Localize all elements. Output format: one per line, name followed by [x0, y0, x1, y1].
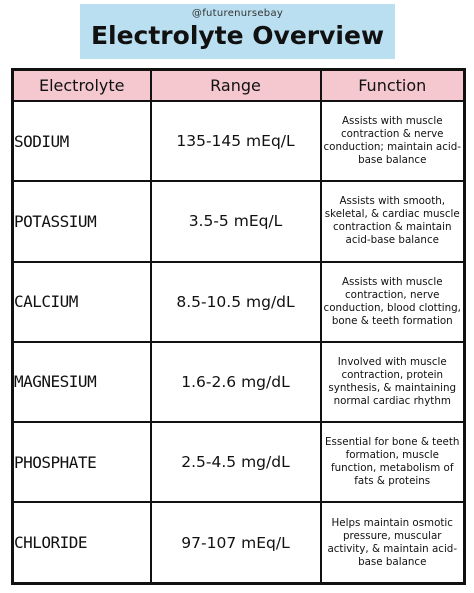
column-header-electrolyte: Electrolyte	[13, 70, 151, 102]
table-row	[13, 101, 465, 181]
electrolyte-range: 2.5-4.5 mg/dL	[151, 422, 321, 502]
table-row	[13, 262, 465, 342]
title-banner	[80, 4, 395, 59]
column-header-function: Function	[321, 70, 465, 102]
electrolyte-name: SODIUM	[13, 101, 151, 181]
electrolyte-name: CALCIUM	[13, 262, 151, 342]
page-title: Electrolyte Overview	[90, 21, 385, 50]
electrolyte-range: 1.6-2.6 mg/dL	[151, 342, 321, 422]
table-header-row	[13, 70, 465, 102]
electrolyte-range: 8.5-10.5 mg/dL	[151, 262, 321, 342]
electrolyte-range: 135-145 mEq/L	[151, 101, 321, 181]
electrolyte-range: 3.5-5 mEq/L	[151, 181, 321, 261]
electrolyte-function: Assists with muscle contraction & nerve conduction; maintain acid-base balance	[321, 101, 465, 181]
electrolyte-table	[11, 68, 466, 585]
electrolyte-function: Essential for bone & teeth formation, muscle function, metabolism of fats & proteins	[321, 422, 465, 502]
electrolyte-function: Assists with smooth, skeletal, & cardiac muscle contraction & maintain acid-base balance	[321, 181, 465, 261]
electrolyte-name: MAGNESIUM	[13, 342, 151, 422]
electrolyte-function: Involved with muscle contraction, protein synthesis, & maintaining normal cardiac rhythm	[321, 342, 465, 422]
electrolyte-function: Helps maintain osmotic pressure, muscular activity, & maintain acid-base balance	[321, 502, 465, 583]
electrolyte-name: CHLORIDE	[13, 502, 151, 583]
table-row	[13, 342, 465, 422]
electrolyte-name: POTASSIUM	[13, 181, 151, 261]
table-row	[13, 422, 465, 502]
column-header-range: Range	[151, 70, 321, 102]
electrolyte-function: Assists with muscle contraction, nerve conduction, blood clotting, bone & teeth formation	[321, 262, 465, 342]
author-handle: @futurenursebay	[191, 8, 284, 19]
table-row	[13, 181, 465, 261]
electrolyte-name: PHOSPHATE	[13, 422, 151, 502]
electrolyte-range: 97-107 mEq/L	[151, 502, 321, 583]
table-row	[13, 502, 465, 583]
